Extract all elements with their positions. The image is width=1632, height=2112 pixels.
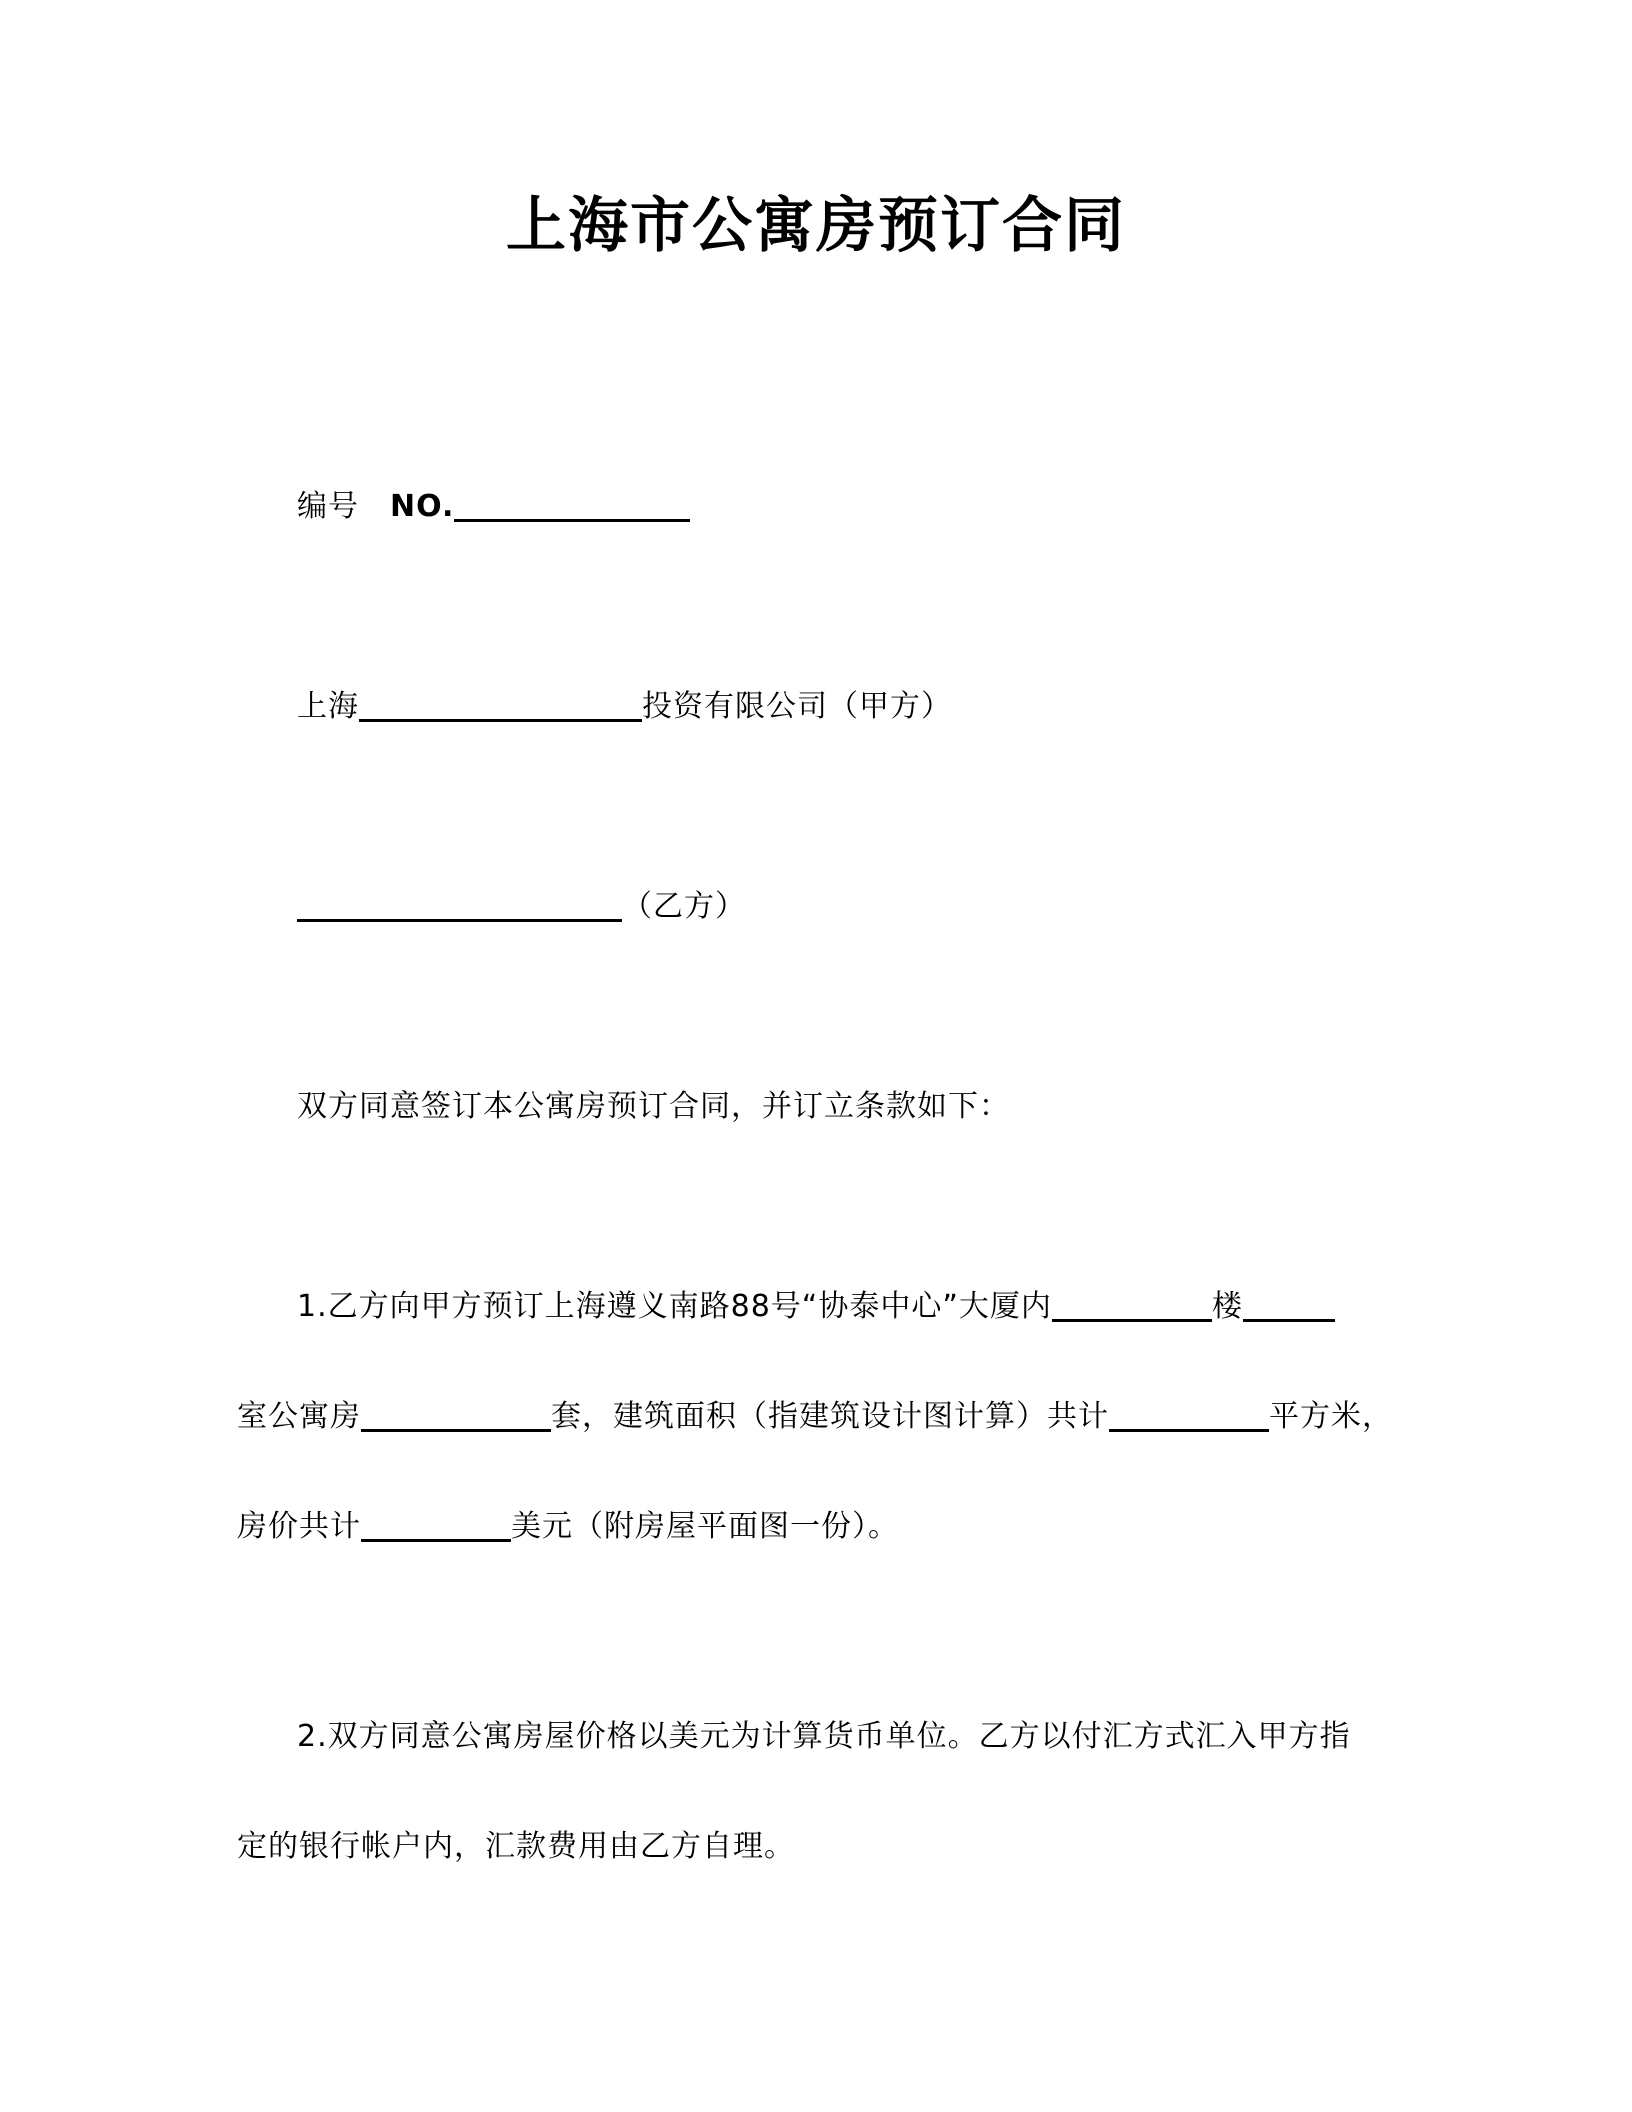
party-a-line [297, 687, 952, 727]
blank-fill-line [361, 1419, 551, 1432]
text-segment: 2.双方同意公寓房屋价格以美元为计算货币单位。乙方以付汇方式汇入甲方指 [297, 1719, 1351, 1754]
serial-number-line [297, 487, 690, 527]
agreement-intro-line [297, 1087, 1010, 1127]
blank-fill-line [361, 1529, 511, 1542]
clause2-line2 [237, 1827, 795, 1867]
text-segment: 1.乙方向甲方预订上海遵义南路88号“协泰中心”大厦内 [297, 1289, 1052, 1324]
blank-fill-line [1052, 1309, 1212, 1322]
text-segment: 双方同意签订本公寓房预订合同，并订立条款如下： [297, 1089, 1010, 1124]
blank-fill-line [1109, 1419, 1269, 1432]
clause1-line1 [297, 1287, 1335, 1327]
text-segment: 平方米， [1269, 1399, 1393, 1434]
text-segment: 室公寓房 [237, 1399, 361, 1434]
text-segment: 房价共计 [237, 1509, 361, 1544]
text-segment: 定的银行帐户内，汇款费用由乙方自理。 [237, 1829, 795, 1864]
text-segment: （乙方） [622, 889, 746, 924]
document-title: 上海市公寓房预订合同 [506, 191, 1126, 261]
blank-fill-line [359, 709, 642, 722]
text-segment: 楼 [1211, 1289, 1243, 1324]
text-segment: 投资有限公司（甲方） [642, 689, 952, 724]
text-segment: 套，建筑面积（指建筑设计图计算）共计 [551, 1399, 1109, 1434]
text-segment: 美元（附房屋平面图一份）。 [511, 1509, 899, 1544]
blank-fill-line [454, 509, 690, 522]
clause1-line3 [237, 1507, 899, 1547]
text-segment: 编号 [297, 489, 390, 524]
party-b-line [297, 887, 746, 927]
text-segment: 上海 [297, 689, 359, 724]
clause1-line2 [237, 1397, 1393, 1437]
text-segment: NO. [390, 489, 455, 524]
blank-fill-line [1243, 1309, 1335, 1322]
clause2-line1 [297, 1717, 1351, 1757]
blank-fill-line [297, 909, 622, 922]
